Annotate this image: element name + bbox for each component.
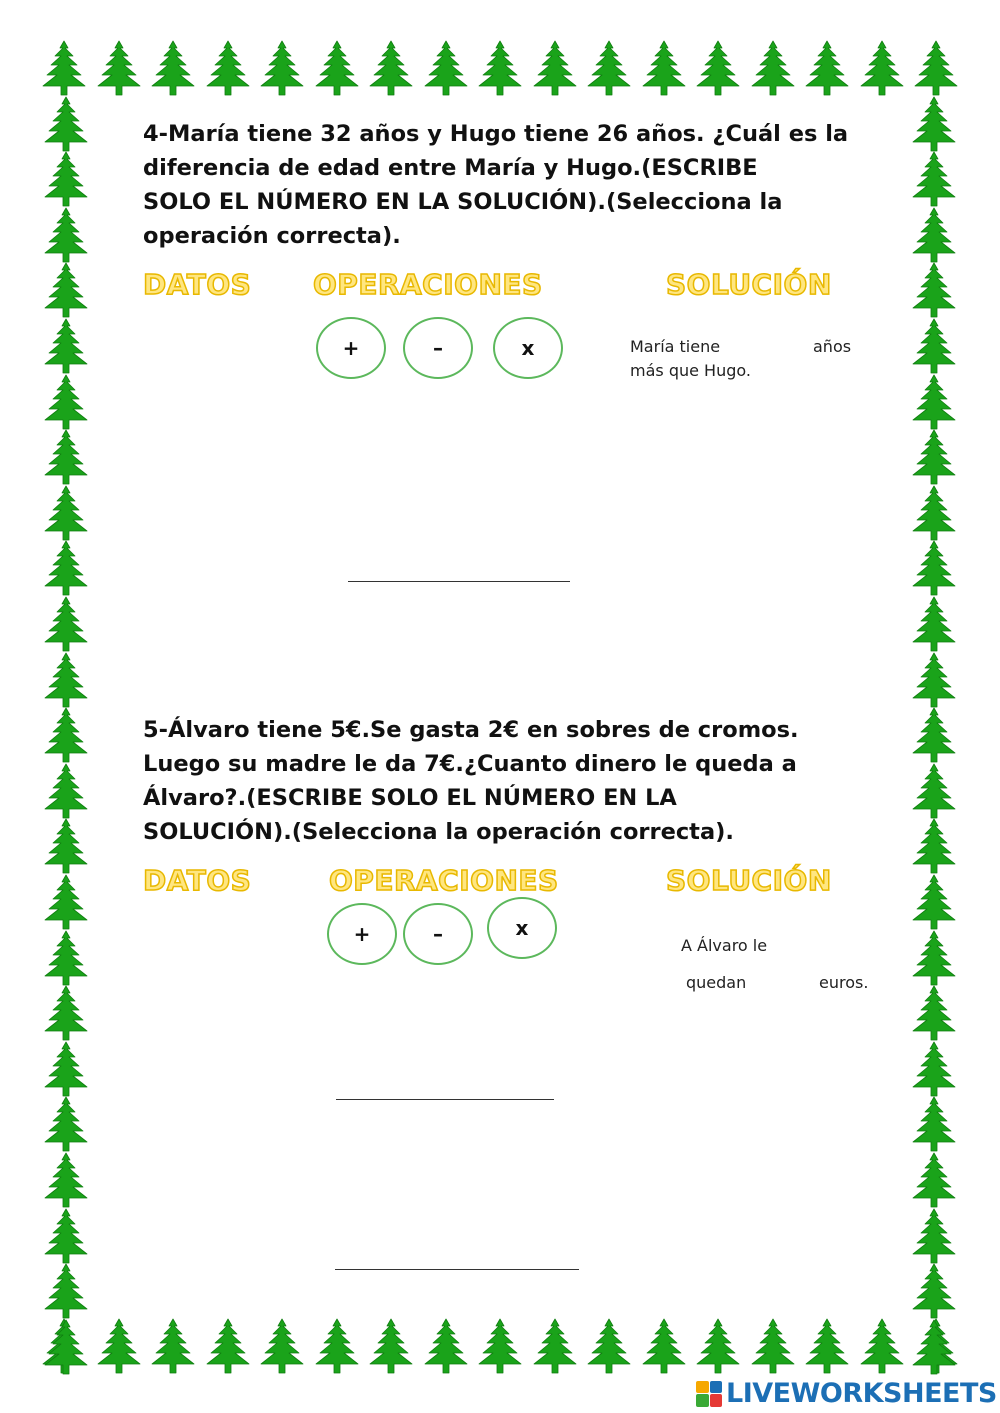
solution-unit: años [813, 337, 852, 356]
answer-input-4[interactable] [738, 334, 812, 360]
pine-tree-icon [476, 1318, 524, 1374]
pine-tree-icon [910, 818, 958, 874]
pine-tree-icon [476, 40, 524, 96]
pine-tree-icon [422, 40, 470, 96]
minus-operation-button[interactable]: – [403, 317, 473, 379]
multiply-operation-button[interactable]: x [493, 317, 563, 379]
solution-unit: euros. [819, 973, 869, 992]
problem-5-line: Luego su madre le da 7€.¿Cuanto dinero le queda a [143, 751, 797, 777]
pine-tree-icon [367, 40, 415, 96]
pine-tree-icon [42, 707, 90, 763]
operaciones-title: OPERACIONES [313, 268, 543, 301]
pine-tree-icon [910, 540, 958, 596]
pine-tree-icon [910, 652, 958, 708]
pine-tree-icon [42, 485, 90, 541]
pine-tree-icon [42, 318, 90, 374]
plus-operation-button[interactable]: + [316, 317, 386, 379]
solution-suffix: más que Hugo. [630, 361, 751, 380]
pine-tree-icon [531, 40, 579, 96]
pine-tree-icon [258, 40, 306, 96]
pine-tree-icon [422, 1318, 470, 1374]
pine-tree-icon [910, 151, 958, 207]
minus-operation-button[interactable]: – [403, 903, 473, 965]
pine-tree-icon [910, 1041, 958, 1097]
pine-tree-icon [95, 40, 143, 96]
pine-tree-icon [42, 262, 90, 318]
pine-tree-icon [42, 1208, 90, 1264]
pine-tree-icon [910, 207, 958, 263]
pine-tree-icon [910, 1263, 958, 1319]
answer-input-5[interactable] [758, 970, 820, 996]
pine-tree-icon [95, 1318, 143, 1374]
pine-tree-icon [42, 818, 90, 874]
pine-tree-icon [912, 40, 960, 96]
pine-tree-icon [149, 40, 197, 96]
pine-tree-icon [910, 318, 958, 374]
pine-tree-icon [258, 1318, 306, 1374]
pine-tree-icon [910, 874, 958, 930]
pine-tree-icon [204, 40, 252, 96]
pine-tree-icon [803, 40, 851, 96]
pine-tree-icon [42, 1041, 90, 1097]
pine-tree-icon [858, 40, 906, 96]
pine-tree-icon [42, 540, 90, 596]
pine-tree-icon [42, 1152, 90, 1208]
pine-tree-icon [640, 1318, 688, 1374]
datos-title: DATOS [143, 268, 252, 301]
solucion-title: SOLUCIÓN [666, 864, 832, 897]
pine-tree-icon [694, 1318, 742, 1374]
operation-line [335, 1269, 579, 1270]
pine-tree-icon [910, 1096, 958, 1152]
pine-tree-icon [367, 1318, 415, 1374]
solucion-title: SOLUCIÓN [666, 268, 832, 301]
pine-tree-icon [42, 652, 90, 708]
pine-tree-icon [42, 429, 90, 485]
problem-5-text [143, 713, 873, 849]
pine-tree-icon [42, 1096, 90, 1152]
liveworksheets-logo [696, 1378, 997, 1409]
pine-tree-icon [910, 374, 958, 430]
pine-tree-icon [910, 429, 958, 485]
problem-5-line: SOLUCIÓN).(Selecciona la operación correcta). [143, 819, 734, 845]
problem-4-line: operación correcta). [143, 223, 401, 249]
problem-4-line: SOLO EL NÚMERO EN LA SOLUCIÓN).(Selecciona la [143, 189, 783, 215]
pine-tree-icon [42, 96, 90, 152]
pine-tree-icon [40, 40, 88, 96]
multiply-operation-button[interactable]: x [487, 897, 557, 959]
pine-tree-icon [858, 1318, 906, 1374]
operaciones-title: OPERACIONES [329, 864, 559, 897]
pine-tree-icon [42, 763, 90, 819]
pine-tree-icon [910, 985, 958, 1041]
pine-tree-icon [42, 207, 90, 263]
pine-tree-icon [42, 1319, 90, 1375]
pine-tree-icon [749, 40, 797, 96]
pine-tree-icon [313, 40, 361, 96]
pine-tree-icon [42, 1263, 90, 1319]
pine-tree-icon [910, 1319, 958, 1375]
pine-tree-icon [910, 485, 958, 541]
pine-tree-icon [42, 874, 90, 930]
pine-tree-icon [42, 985, 90, 1041]
operation-line [348, 581, 570, 582]
pine-tree-icon [803, 1318, 851, 1374]
solution-prefix: María tiene [630, 337, 721, 356]
logo-text: LIVEWORKSHEETS [726, 1378, 997, 1409]
plus-operation-button[interactable]: + [327, 903, 397, 965]
datos-title: DATOS [143, 864, 252, 897]
pine-tree-icon [910, 262, 958, 318]
pine-tree-icon [531, 1318, 579, 1374]
pine-tree-icon [694, 40, 742, 96]
pine-tree-icon [313, 1318, 361, 1374]
pine-tree-icon [42, 596, 90, 652]
problem-4-line: diferencia de edad entre María y Hugo.(ESCRIBE [143, 155, 758, 181]
pine-tree-icon [910, 96, 958, 152]
pine-tree-icon [749, 1318, 797, 1374]
operation-line [336, 1099, 554, 1100]
pine-tree-icon [585, 1318, 633, 1374]
pine-tree-icon [42, 374, 90, 430]
pine-tree-icon [910, 596, 958, 652]
pine-tree-icon [149, 1318, 197, 1374]
pine-tree-icon [42, 151, 90, 207]
solution-prefix: A Álvaro le [681, 936, 768, 955]
pine-tree-icon [910, 930, 958, 986]
logo-badge-icon [696, 1381, 722, 1407]
pine-tree-icon [910, 763, 958, 819]
problem-5-line: 5-Álvaro tiene 5€.Se gasta 2€ en sobres de cromos. [143, 717, 799, 743]
problem-4-text [143, 117, 873, 253]
problem-5-line: Álvaro?.(ESCRIBE SOLO EL NÚMERO EN LA [143, 785, 677, 811]
pine-tree-icon [640, 40, 688, 96]
pine-tree-icon [585, 40, 633, 96]
pine-tree-icon [910, 707, 958, 763]
problem-4-line: 4-María tiene 32 años y Hugo tiene 26 años. ¿Cuál es la [143, 121, 849, 147]
solution-verb: quedan [686, 973, 747, 992]
pine-tree-icon [42, 930, 90, 986]
pine-tree-icon [910, 1208, 958, 1264]
pine-tree-icon [204, 1318, 252, 1374]
pine-tree-icon [910, 1152, 958, 1208]
